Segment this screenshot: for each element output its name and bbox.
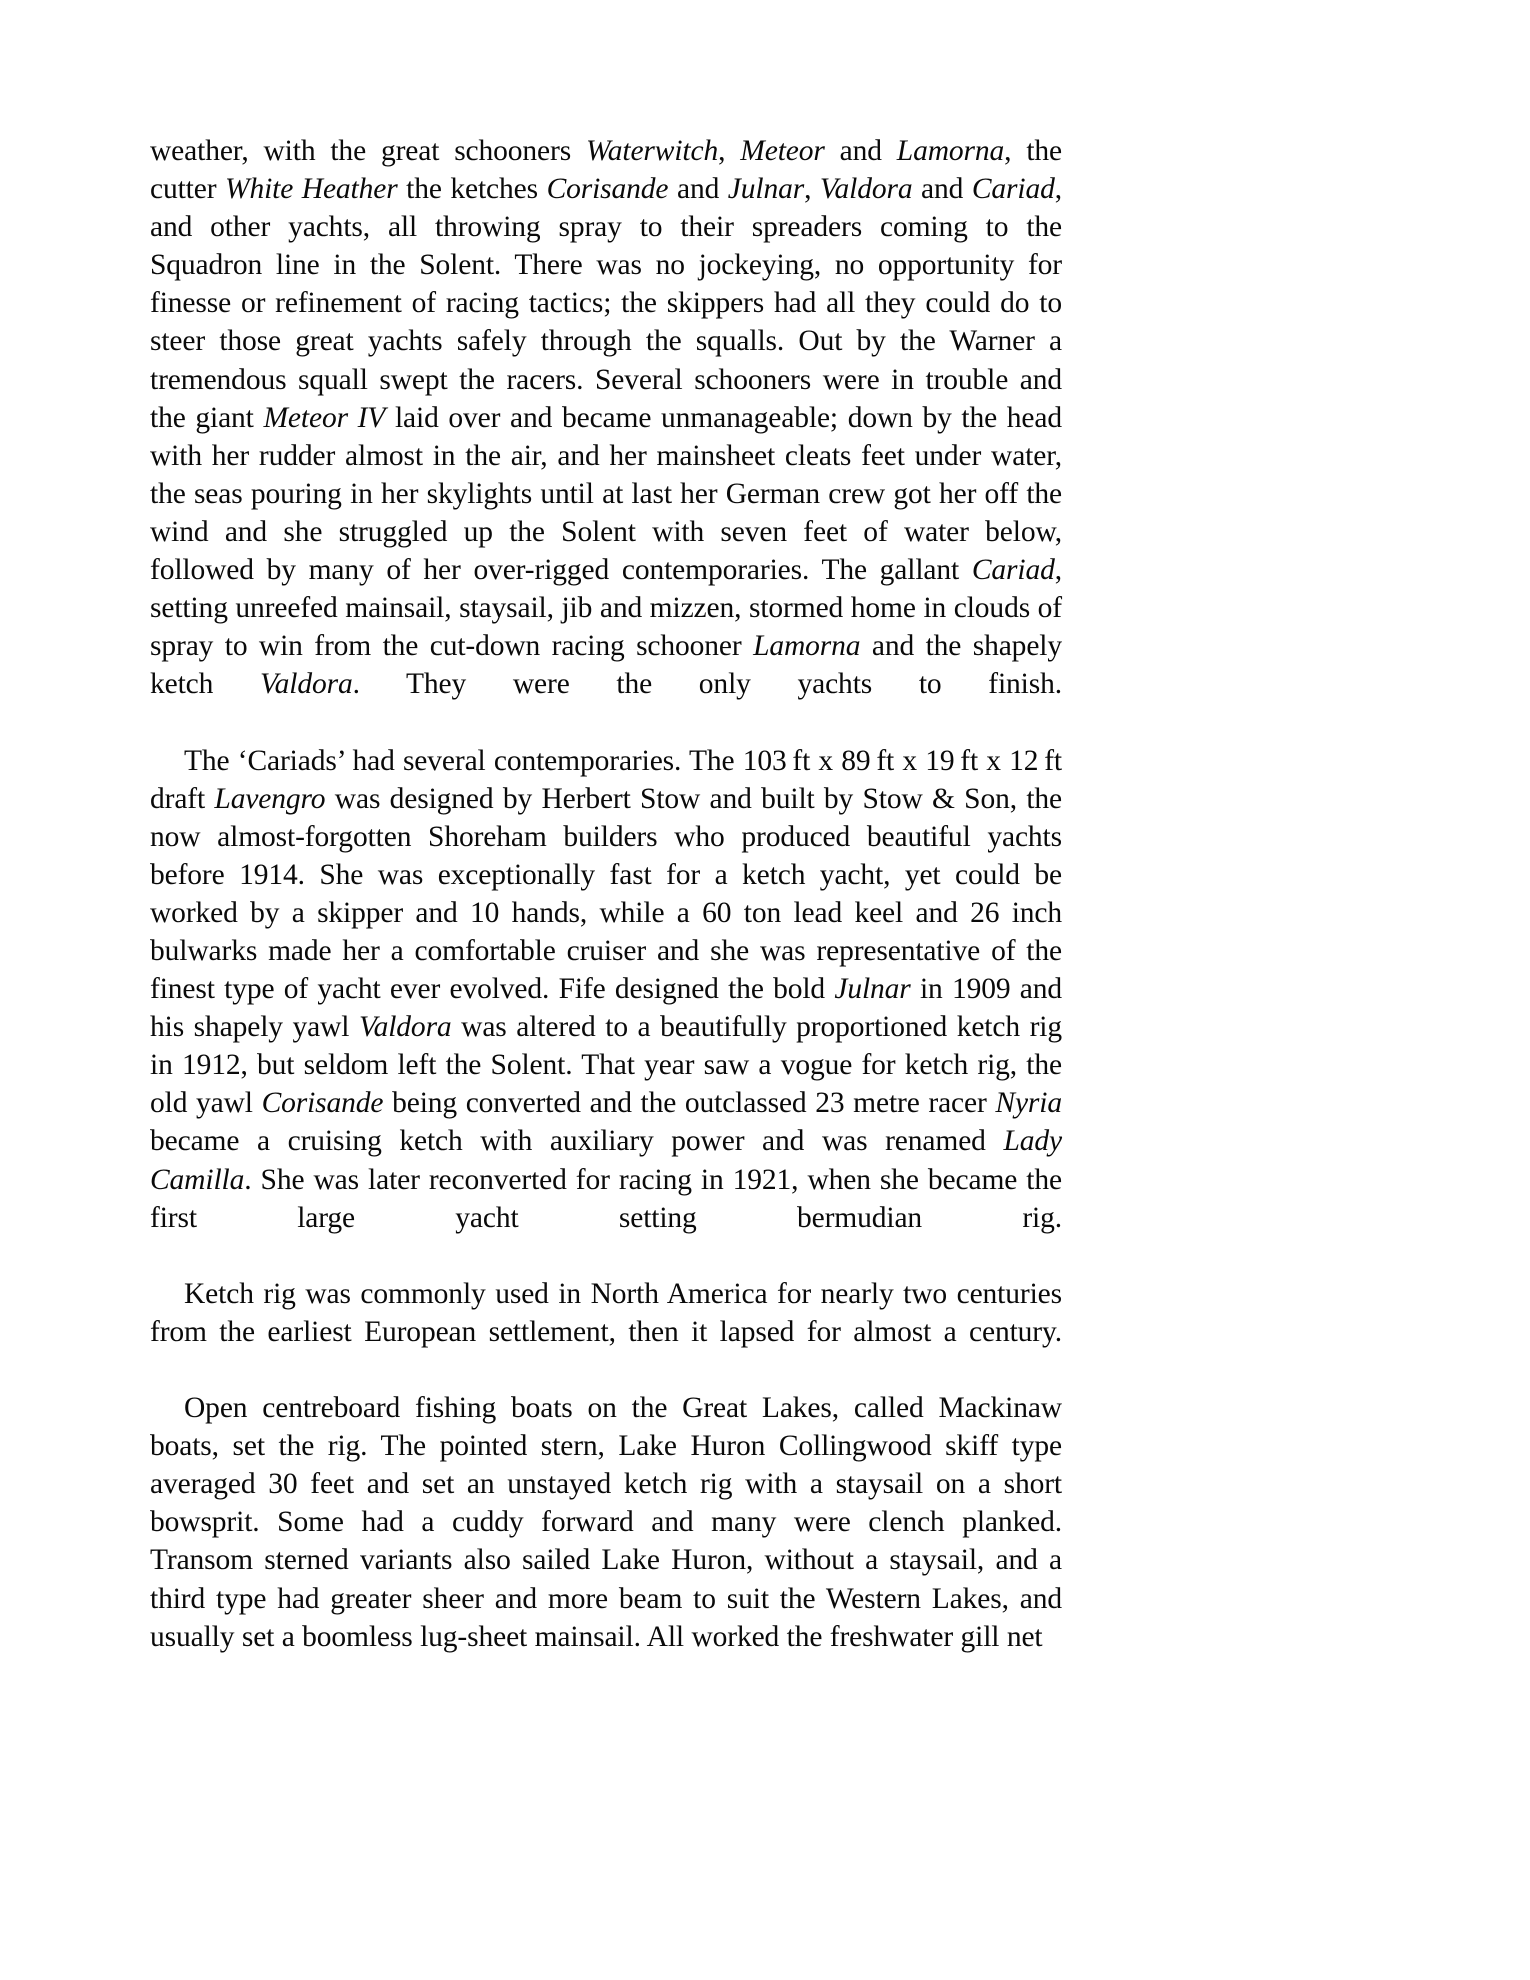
- paragraph-p4: [150, 1389, 1062, 1656]
- italic-title: Valdora: [358, 1011, 452, 1044]
- paragraph-p1: [150, 132, 1062, 742]
- text-run: in 1909 and his shapely yawl: [150, 973, 1062, 1044]
- body-text-column: [150, 132, 1062, 1656]
- text-run: , and other yachts, all throwing spray to their spreaders coming to the Squadron line in the Solent. There was no jockeying, no opportunity for finesse or refinement of racing tactics; the skippers had all they could do to steer those great yachts safely through the squalls. Out by the Warner a tremendous squall swept the racers. Several schooners were in trouble and the giant: [150, 173, 1062, 434]
- italic-title: Lavengro: [214, 782, 326, 815]
- italic-title: Corisande: [546, 173, 669, 206]
- text-run: and: [912, 173, 972, 206]
- text-run: weather, with the great schooners: [150, 135, 586, 167]
- text-run: became a cruising ketch with auxiliary power and was renamed: [150, 1125, 1004, 1158]
- paragraph-p3: [150, 1275, 1062, 1389]
- text-run: ,: [718, 135, 741, 167]
- italic-title: Cariad: [971, 554, 1055, 587]
- italic-title: Corisande: [261, 1087, 384, 1120]
- italic-title: Lamorna: [753, 630, 861, 663]
- italic-title: Lamorna: [896, 135, 1005, 167]
- text-run: Ketch rig was commonly used in North America for nearly two centuries from the earliest European settlement, then it lapsed for almost a century.: [150, 1277, 1062, 1348]
- text-run: and: [824, 135, 897, 167]
- text-run: and the shapely ketch: [150, 630, 1062, 701]
- italic-title: Meteor IV: [263, 401, 386, 434]
- text-run: laid over and became unmanageable; down by the head with her rudder almost in the air, and her mainsheet cleats feet under water, the seas pouring in her skylights until at last her German crew got her off the wind and she struggled up the Solent with seven feet of water below, followed by many of her over-rigged contemporaries. The gallant: [150, 401, 1063, 587]
- text-run: was designed by Herbert Stow and built by Stow & Son, the now almost-forgotten Shoreham builders who produced beautiful yachts before 1914. She was exceptionally fast for a ketch yacht, yet could be worked by a skipper and 10 hands, while a 60 ton lead keel and 26 inch bulwarks made her a comfortable cruiser and she was representative of the finest type of yacht ever evolved. Fife designed the bold: [150, 782, 1062, 1006]
- text-run: The ‘Cariads’ had several contemporaries. The 103 ft x 89 ft x 19 ft x 12 ft draft: [150, 744, 1062, 815]
- italic-title: Julnar: [727, 173, 805, 206]
- text-run: Open centreboard fishing boats on the Great Lakes, called Mackinaw boats, set the rig. The pointed stern, Lake Huron Collingwood skiff type averaged 30 feet and set an unstayed ketch rig with a staysail on a short bowsprit. Some had a cuddy forward and many were clench planked. Transom sterned variants also sailed Lake Huron, without a staysail, and a third type had greater sheer and more beam to suit the Western Lakes, and usually set a boomless lug-sheet mainsail. All worked the freshwater gill net: [150, 1392, 1062, 1653]
- text-run: and: [668, 173, 728, 206]
- italic-title: Waterwitch: [586, 135, 719, 167]
- italic-title: Nyria: [995, 1087, 1062, 1120]
- italic-title: Meteor: [740, 135, 825, 167]
- italic-title: Lady Camilla: [150, 1125, 1062, 1196]
- text-run: the ketches: [397, 173, 547, 206]
- text-run: ,: [804, 173, 820, 206]
- text-run: . She was later reconverted for racing in 1921, when she became the first large yacht setting bermudian rig.: [150, 1163, 1062, 1234]
- text-run: was altered to a beautifully proportioned ketch rig in 1912, but seldom left the Solent. That year saw a vogue for ketch rig, the old yawl: [150, 1011, 1062, 1120]
- paragraph-p2: [150, 742, 1062, 1275]
- text-run: being converted and the outclassed 23 metre racer: [383, 1087, 996, 1120]
- italic-title: Cariad: [971, 173, 1055, 206]
- text-run: . They were the only yachts to finish.: [352, 668, 1062, 701]
- text-run: , setting unreefed mainsail, staysail, jib and mizzen, stormed home in clouds of spray to win from the cut-down racing schooner: [150, 554, 1062, 663]
- italic-title: Julnar: [834, 973, 911, 1006]
- italic-title: White Heather: [225, 173, 398, 206]
- italic-title: Valdora: [260, 668, 353, 701]
- italic-title: Valdora: [819, 173, 913, 206]
- text-run: , the cutter: [150, 135, 1062, 206]
